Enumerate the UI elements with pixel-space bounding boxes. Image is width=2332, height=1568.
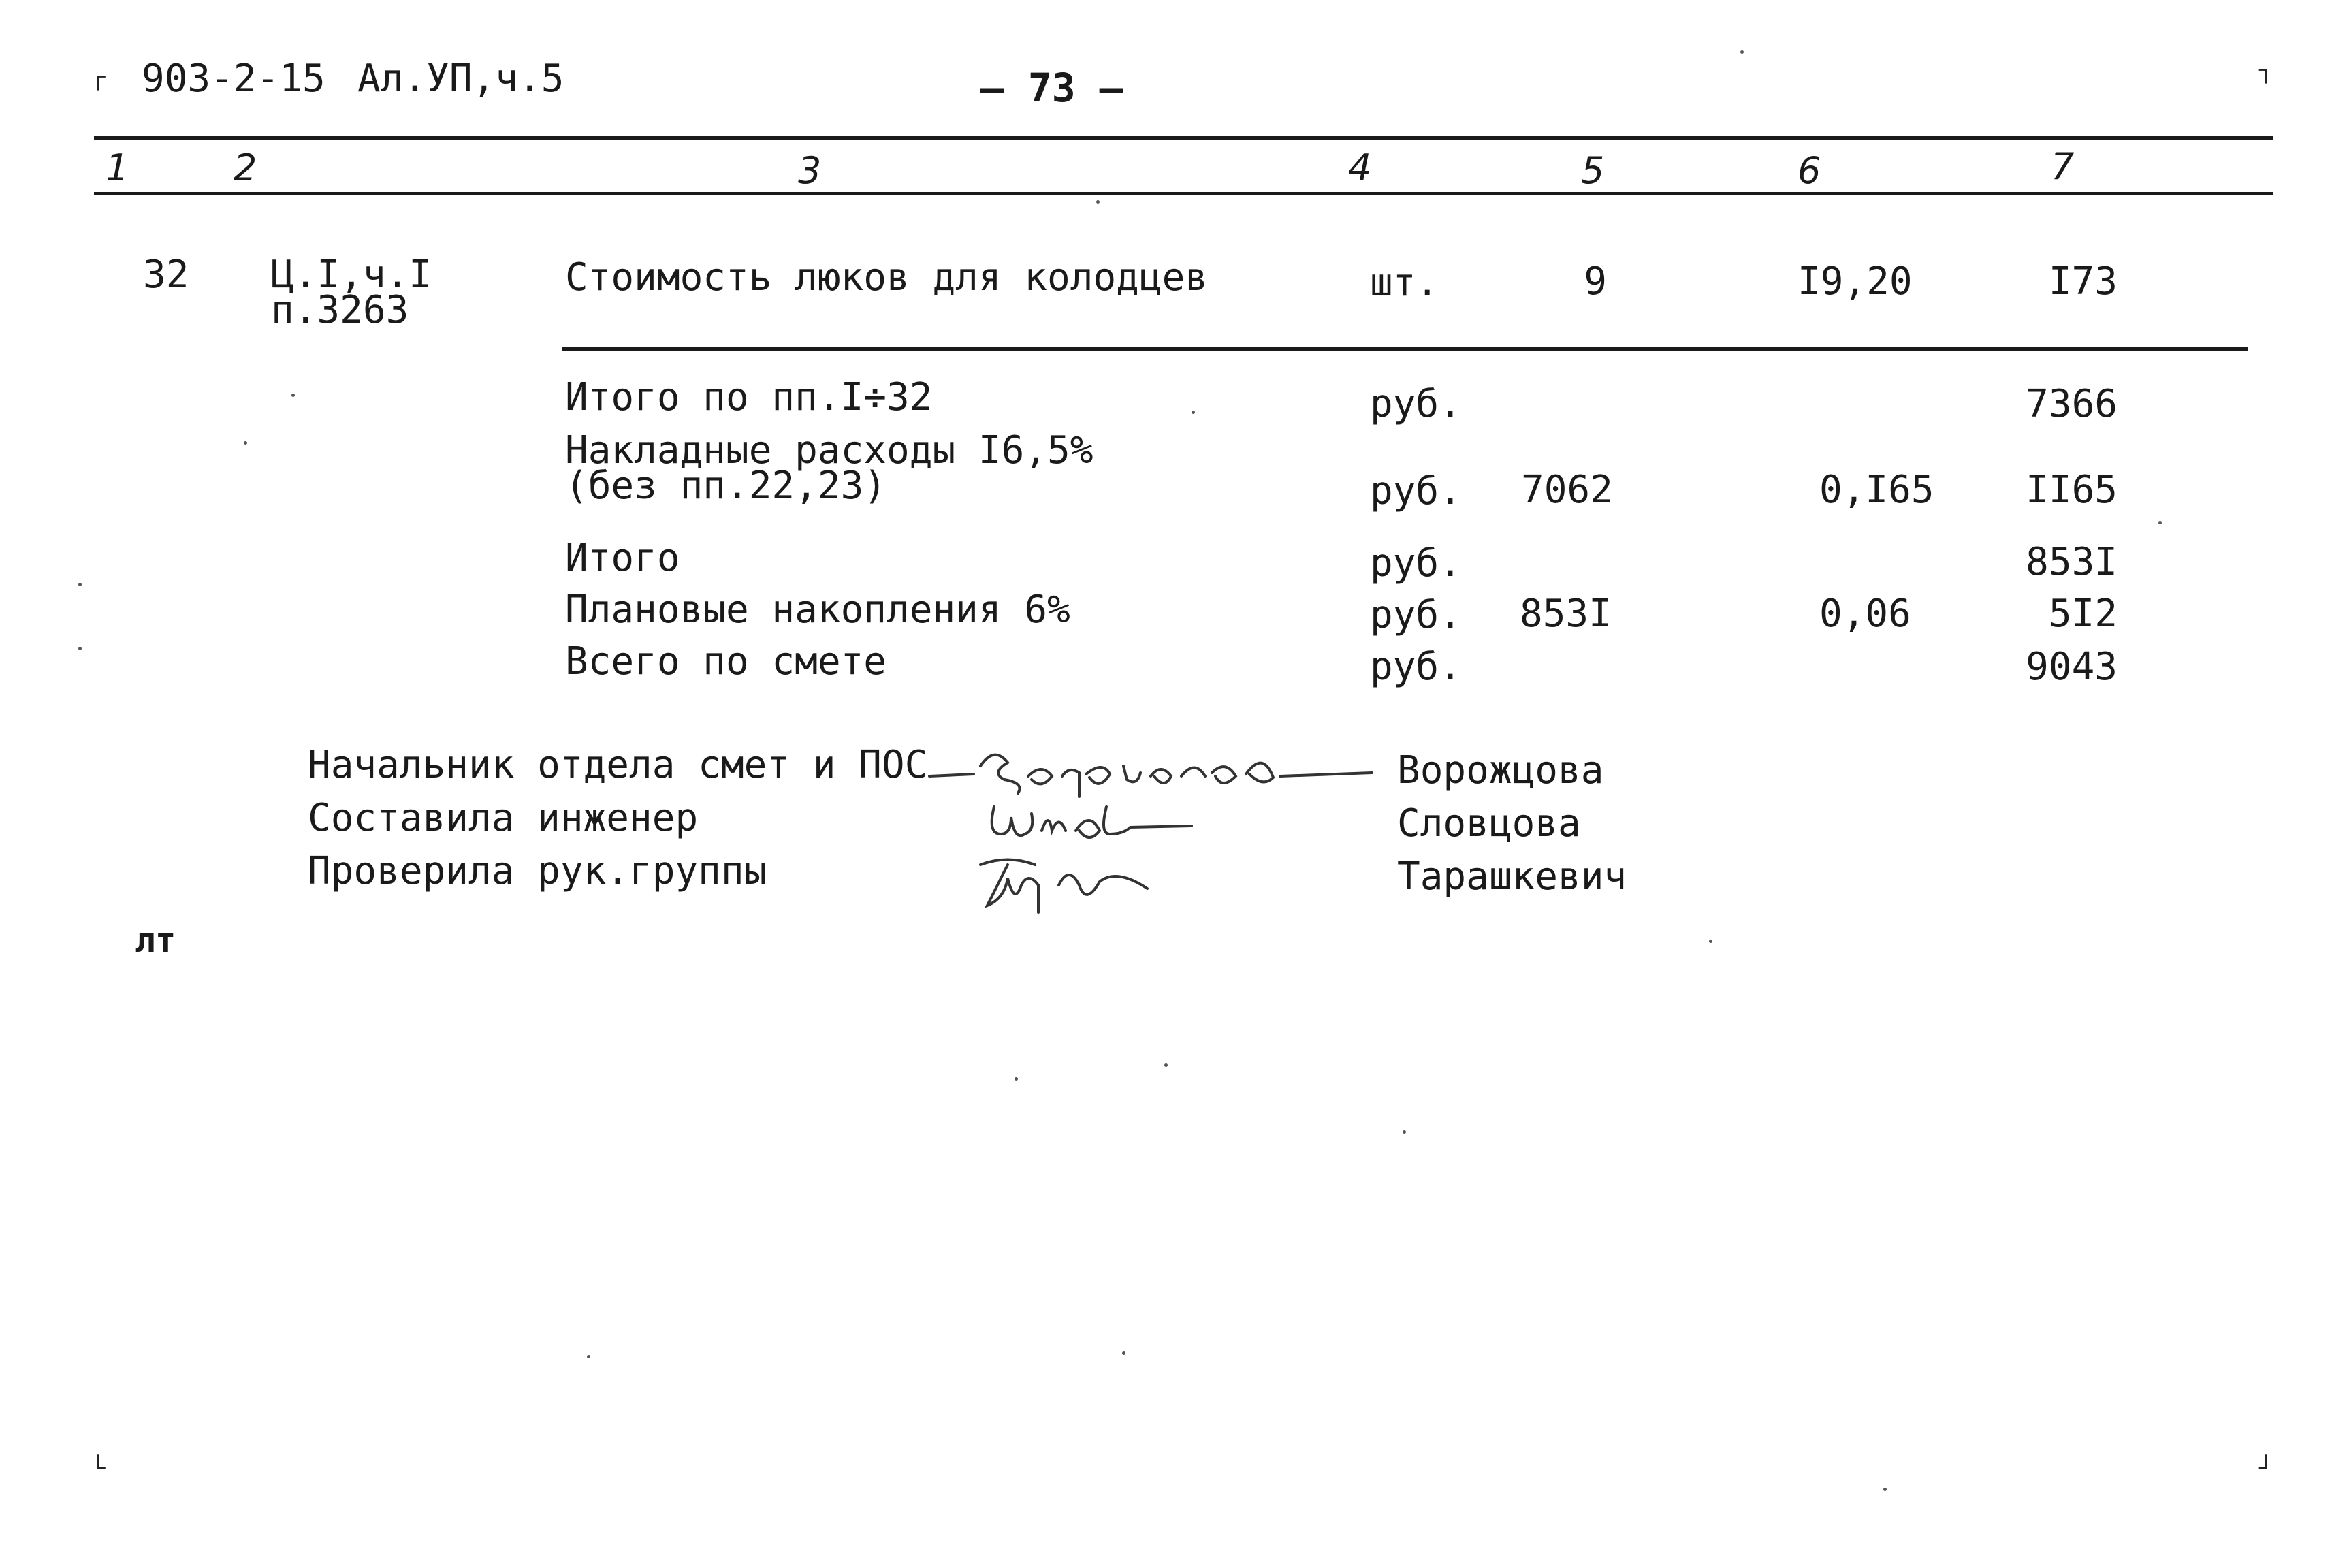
header-bottom-rule [94,192,2273,195]
crop-mark-top-left: ┌ [91,63,106,91]
column-header-4: 4 [1348,146,1372,189]
page-number: — 73 — [980,65,1123,111]
row-unit: шт. [1370,261,1439,305]
signature-name: Ворожцова [1397,748,1604,793]
scan-speck [1883,1488,1887,1491]
summary-base: 853I [1520,592,1612,636]
summary-label: Накладные расходы I6,5% [565,428,1093,473]
signature-role: Составила инженер [308,796,699,840]
summary-unit: руб. [1370,541,1462,586]
signature-role: Начальник отдела смет и ПОС [308,743,928,787]
signature-name: Тарашкевич [1397,854,1627,899]
crop-mark-bottom-right: ┘ [2259,1455,2273,1482]
summary-total: II65 [2026,468,2118,512]
column-header-3: 3 [798,149,822,192]
summary-label: Итого [565,536,680,580]
summary-total: 5I2 [2048,592,2118,636]
summary-total: 7366 [2026,382,2118,426]
handwritten-signature-3 [967,848,1164,936]
summary-unit: руб. [1370,645,1462,689]
row-reference-line1: Ц.I,ч.I [271,253,432,297]
column-header-2: 2 [234,146,257,189]
summary-base: 7062 [1521,468,1613,512]
document-section: Ал.УП,ч.5 [357,57,564,101]
footer-initials: лт [135,921,176,960]
row-quantity: 9 [1584,259,1607,304]
scan-speck [587,1355,590,1358]
scan-speck [78,647,82,650]
summary-rate: 0,06 [1819,592,1911,636]
scan-speck [78,583,82,586]
scan-speck [1740,50,1744,54]
scan-speck [2158,521,2162,524]
summary-total: 9043 [2026,645,2118,689]
summary-unit: руб. [1370,593,1462,637]
summary-label: Плановые накопления 6% [565,588,1070,632]
scan-speck [1709,940,1712,943]
scan-speck [1164,1063,1168,1067]
row-total: I73 [2048,259,2118,304]
row-name: Стоимость люков для колодцев [565,255,1209,300]
signature-role: Проверила рук.группы [308,849,767,893]
column-header-6: 6 [1798,149,1821,192]
summary-label-note: (без пп.22,23) [565,464,887,508]
scan-speck [1096,200,1100,204]
summary-label: Всего по смете [565,639,887,684]
column-header-7: 7 [2051,145,2075,188]
summary-rate: 0,I65 [1819,468,1934,512]
column-header-1: 1 [106,146,129,189]
summary-separator-rule [562,347,2248,351]
scan-speck [1192,411,1195,414]
row-reference-line2: п.3263 [271,288,409,332]
table-top-rule [94,136,2273,140]
summary-unit: руб. [1370,469,1462,513]
scan-speck [1403,1130,1406,1134]
crop-mark-bottom-left: └ [91,1455,106,1482]
scan-speck [1122,1351,1125,1355]
crop-mark-top-right: ┐ [2259,57,2273,84]
row-number: 32 [143,253,189,297]
scan-speck [244,441,247,445]
document-code: 903-2-15 [142,57,325,101]
scan-speck [291,394,295,397]
summary-label: Итого по пп.I÷32 [565,375,933,419]
summary-unit: руб. [1370,382,1462,426]
scan-speck [1015,1077,1018,1081]
signature-name: Словцова [1397,801,1581,846]
column-header-5: 5 [1581,149,1605,192]
row-unit-price: I9,20 [1798,259,1913,304]
summary-total: 853I [2026,540,2118,584]
